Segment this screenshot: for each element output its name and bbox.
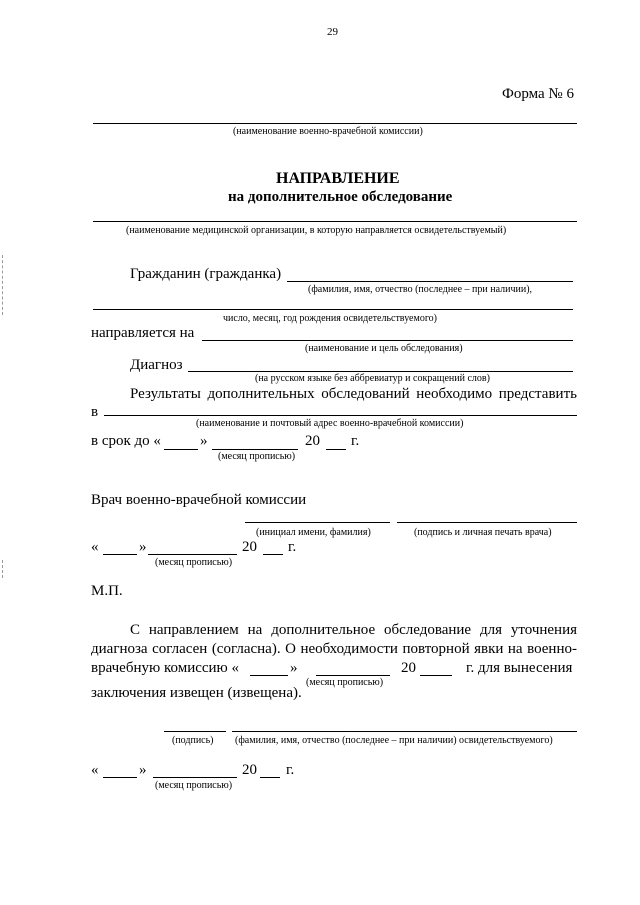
consent-word: военно- bbox=[527, 641, 577, 657]
consent-line-3-end: г. для вынесения bbox=[466, 660, 573, 676]
doctor-date-year-prefix: 20 bbox=[242, 539, 257, 555]
birth-date-caption: число, месяц, год рождения освидетельствуемого) bbox=[223, 313, 438, 324]
document-title: НАПРАВЛЕНИЕ bbox=[276, 170, 400, 187]
consent-year-line[interactable] bbox=[420, 675, 452, 676]
consent-word: явки bbox=[474, 641, 504, 657]
consent-word: согласен bbox=[152, 641, 208, 657]
citizen-name-line[interactable] bbox=[287, 281, 573, 282]
doctor-date-month-caption: (месяц прописью) bbox=[155, 557, 233, 568]
final-date-day-line[interactable] bbox=[103, 777, 137, 778]
deadline-year-line[interactable] bbox=[326, 449, 346, 450]
deadline-year-suffix: г. bbox=[351, 433, 360, 449]
diagnosis-line[interactable] bbox=[188, 371, 573, 372]
commission-name-caption: (наименование военно-врачебной комиссии) bbox=[233, 126, 423, 137]
consent-day-line[interactable] bbox=[250, 675, 288, 676]
deadline-month-caption: (месяц прописью) bbox=[218, 451, 296, 462]
doctor-signature-caption: (подпись и личная печать врача) bbox=[414, 527, 552, 538]
final-date-month-line[interactable] bbox=[153, 777, 237, 778]
doctor-date-quote-open: « bbox=[91, 539, 99, 555]
doctor-date-day-line[interactable] bbox=[103, 554, 137, 555]
results-word: представить bbox=[498, 386, 577, 402]
scan-margin-mark bbox=[2, 560, 3, 578]
doctor-date-year-suffix: г. bbox=[288, 539, 297, 555]
consent-word: (согласна). bbox=[211, 641, 281, 657]
page-number: 29 bbox=[327, 26, 338, 38]
commission-address-line[interactable] bbox=[104, 415, 577, 416]
consent-year-prefix: 20 bbox=[401, 660, 416, 676]
final-date-quote-open: « bbox=[91, 762, 99, 778]
consent-line-2 bbox=[91, 641, 577, 658]
exam-purpose-caption: (наименование и цель обследования) bbox=[305, 343, 463, 354]
signature-caption: (подпись) bbox=[172, 735, 214, 746]
consent-word: диагноза bbox=[91, 641, 148, 657]
final-date-year-line[interactable] bbox=[260, 777, 280, 778]
final-date-month-caption: (месяц прописью) bbox=[155, 780, 233, 791]
consent-month-caption: (месяц прописью) bbox=[306, 677, 384, 688]
consent-month-line[interactable] bbox=[316, 675, 390, 676]
consent-word: необходимости bbox=[300, 641, 398, 657]
doctor-initials-line[interactable] bbox=[245, 522, 390, 523]
consent-word: на bbox=[247, 622, 263, 638]
doctor-signature-line[interactable] bbox=[397, 522, 577, 523]
doctor-date-year-line[interactable] bbox=[263, 554, 283, 555]
sent-to-label: направляется на bbox=[91, 325, 195, 341]
consent-word: для bbox=[479, 622, 502, 638]
consent-quote-close: » bbox=[290, 660, 298, 676]
results-word: дополнительных bbox=[207, 386, 315, 402]
citizen-label: Гражданин (гражданка) bbox=[130, 266, 282, 282]
doctor-label: Врач военно-врачебной комиссии bbox=[91, 492, 307, 508]
final-date-year-prefix: 20 bbox=[242, 762, 257, 778]
doctor-initials-caption: (инициал имени, фамилия) bbox=[256, 527, 371, 538]
birth-date-line[interactable] bbox=[93, 309, 573, 310]
document-subtitle: на дополнительное обследование bbox=[228, 189, 453, 205]
results-word: необходимо bbox=[416, 386, 493, 402]
results-text bbox=[130, 386, 577, 403]
consent-word: на bbox=[507, 641, 523, 657]
deadline-quote-close: » bbox=[200, 433, 208, 449]
deadline-prefix: в срок до « bbox=[91, 433, 161, 449]
consent-word: направлением bbox=[148, 622, 239, 638]
diagnosis-caption: (на русском языке без аббревиатур и сокращений слов) bbox=[255, 373, 490, 384]
in-label: в bbox=[91, 404, 99, 420]
medical-organization-caption: (наименование медицинской организации, в которую направляется освидетельствуемый) bbox=[126, 225, 507, 236]
consent-word: дополнительное bbox=[271, 622, 376, 638]
consent-word: уточнения bbox=[510, 622, 577, 638]
exam-purpose-line[interactable] bbox=[202, 340, 573, 341]
medical-organization-line[interactable] bbox=[93, 221, 577, 222]
consent-word: обследование bbox=[383, 622, 472, 638]
commission-name-line[interactable] bbox=[93, 123, 577, 124]
results-word: обследований bbox=[321, 386, 410, 402]
examinee-name-caption: (фамилия, имя, отчество (последнее – при наличии) освидетельствуемого) bbox=[235, 735, 553, 746]
scan-margin-mark bbox=[2, 255, 3, 315]
deadline-year-prefix: 20 bbox=[305, 433, 320, 449]
fio-caption: (фамилия, имя, отчество (последнее – при наличии), bbox=[308, 284, 533, 295]
doctor-date-month-line[interactable] bbox=[148, 554, 237, 555]
final-date-year-suffix: г. bbox=[286, 762, 295, 778]
final-date-quote-close: » bbox=[139, 762, 147, 778]
consent-line-1 bbox=[130, 622, 577, 639]
commission-address-caption: (наименование и почтовый адрес военно-врачебной комиссии) bbox=[196, 418, 464, 429]
deadline-month-line[interactable] bbox=[212, 449, 298, 450]
form-number-label: Форма № 6 bbox=[502, 86, 574, 102]
examinee-name-line[interactable] bbox=[232, 731, 577, 732]
diagnosis-label: Диагноз bbox=[130, 357, 183, 373]
deadline-day-line[interactable] bbox=[164, 449, 198, 450]
examinee-signature-line[interactable] bbox=[164, 731, 226, 732]
consent-line-4: заключения извещен (извещена). bbox=[91, 685, 302, 701]
consent-word: О bbox=[285, 641, 296, 657]
doctor-date-quote-close: » bbox=[139, 539, 147, 555]
consent-line-3-start: врачебную комиссию « bbox=[91, 660, 240, 676]
consent-word: повторной bbox=[402, 641, 470, 657]
stamp-place-label: М.П. bbox=[91, 583, 123, 599]
results-word: Результаты bbox=[130, 386, 201, 402]
consent-word: С bbox=[130, 622, 141, 638]
